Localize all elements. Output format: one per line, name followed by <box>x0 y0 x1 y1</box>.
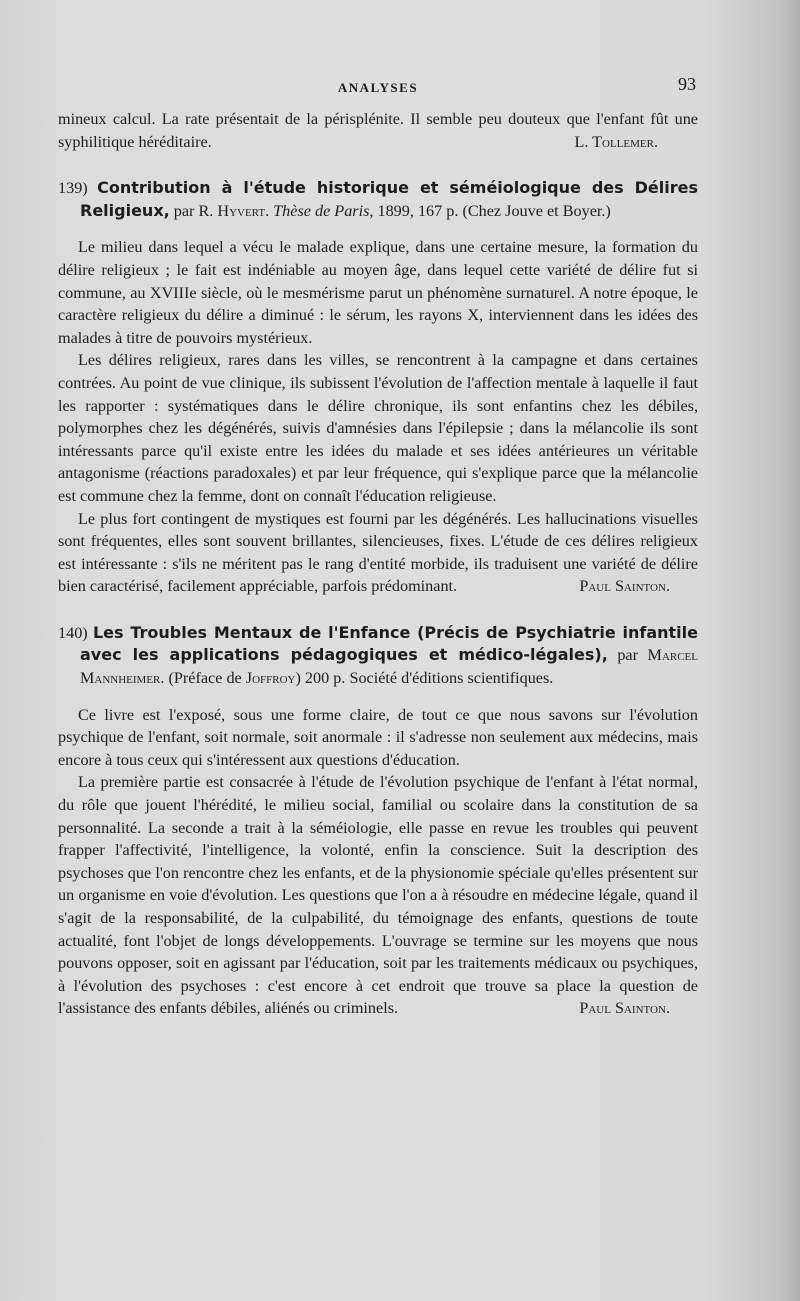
entry-140-author: Marcel Mannheimer <box>80 646 698 688</box>
entry-139-author: Hyvert <box>217 201 266 220</box>
running-title: ANALYSES <box>337 80 419 95</box>
entry-139-body <box>58 236 698 598</box>
entry-139-paragraph-2: Les délires religieux, rares dans les villes, se rencontrent à la campagne et dans certaines contrées. Au point de vue clinique, ils subissent l'évolution de l'affection mentale à laquelle il faut les rapporter : systématiques dans le délire chronique, ils sont enfantins chez les débiles, polymorphes chez les dégénérés, suivis d'amnésies dans l'épilepsie ; dans la mélancolie ils sont intéressants parce qu'il existe entre les idées du malade et ses idées antérieures un véritable antagonisme (réactions paradoxales) et par leur fréquence, qui s'explique parce que la mélancolie est commune chez la femme, dont on connaît l'éducation religieuse. <box>58 351 698 505</box>
entry-139-citation: 139) Contribution à l'étude historique et séméiologique des Délires Religieux, par R. Hyvert. Thèse de Paris, 1899, 167 p. (Chez Jouve et Boyer.) <box>58 178 698 220</box>
entry-140-heading <box>58 622 698 690</box>
entry-140-by: par <box>607 646 648 665</box>
entry-140-number: 140) <box>58 623 88 642</box>
entry-140-paragraph-2-text: La première partie est consacrée à l'étude de l'évolution psychique de l'enfant à l'état normal, du rôle que jouent l'hérédité, le milieu social, familial ou scolaire dans la constitution de sa personnalité. La seconde a trait à la séméiologie, elle passe en revue les troubles qui peuvent frapper l'affectivité, l'intelligence, la volonté, enfin la conscience. Suit la description des psychoses que l'on rencontre chez les enfants, et de la physionomie spéciale qu'elles présentent sur un organisme en voie d'évolution. Les questions que l'on a à résoudre en médecine légale, quand il s'agit de la responsabilité, de la culpabilité, du témoignage des enfants, questions de toute actualité, font l'objet de longs développements. L'ouvrage se termine sur les moyens que nous pouvons opposer, soit en agissant par l'éducation, soit par les traitements médicaux ou psychiques, à l'évolution des psychoses : c'est encore à cet endroit que trouve sa place la question de l'assistance des enfants débiles, aliénés ou criminels. <box>58 773 698 1018</box>
entry-140-paragraph-1: Ce livre est l'exposé, sous une forme claire, de tout ce que nous savons sur l'évolution psychique de l'enfant, soit normale, soit anormale : il s'adresse non seulement aux médecins, mais encore à tous ceux qui s'intéressent aux questions d'éducation. <box>58 705 698 769</box>
entry-140-paragraph-2 <box>58 771 698 1020</box>
entry-139-number: 139) <box>58 179 88 198</box>
intro-signature: L. Tollemer. <box>574 132 658 151</box>
entry-139-these: Thèse de Paris <box>273 201 370 220</box>
page-number: 93 <box>678 74 696 94</box>
entry-139-by: par R. <box>169 201 218 220</box>
intro-section <box>58 108 698 153</box>
entry-139-signature: Paul Sainton. <box>579 577 670 596</box>
entry-139-details: , 1899, 167 p. (Chez Jouve et Boyer.) <box>369 201 611 220</box>
document-page <box>58 68 698 1020</box>
entry-140-signature: Paul Sainton. <box>579 999 670 1018</box>
entry-139-title: Contribution à l'étude historique et séméiologique des Délires Religieux, <box>80 178 698 220</box>
entry-140-preface-name: Joffroy <box>245 669 296 688</box>
entry-139-paragraph-3 <box>58 508 698 598</box>
entry-140-title: Les Troubles Mentaux de l'Enfance (Précis de Psychiatrie infantile avec les applications pédagogiques et médico-légales), <box>80 622 699 665</box>
intro-text: mineux calcul. La rate présentait de la périsplénite. Il semble peu douteux que l'enfant fût une syphilitique héréditaire. <box>58 110 698 151</box>
entry-140-preface-open: . (Préface de <box>160 669 246 688</box>
entry-139-heading <box>58 177 698 222</box>
intro-paragraph <box>58 108 698 153</box>
entry-139-paragraph-3-text: Le plus fort contingent de mystiques est fourni par les dégénérés. Les hallucinations visuelles sont fréquentes, elles sont souvent brillantes, silencieuses, fixes. L'étude de ces délires religieux est intéressante : s'ils ne méritent pas le rang d'entité morbide, ils traduisent une variété de délire bien caractérisé, facilement appréciable, parfois prédominant. <box>58 509 698 596</box>
entry-139-paragraph-1: Le milieu dans lequel a vécu le malade explique, dans une certaine mesure, la formation du délire religieux ; le fait est indéniable au moyen âge, dans lequel cette variété de délire fut si commune, au XVIIIe siècle, où le mesmérisme parut un phénomène surnaturel. A notre époque, le caractère religieux du délire a diminué : le sérum, les rayons X, interviennent dans les idées des malades à titre de pouvoirs mystérieux. <box>58 238 698 347</box>
entry-140-citation <box>58 622 698 690</box>
page-header <box>58 68 698 108</box>
entry-140-details: ) 200 p. Société d'éditions scientifiques. <box>295 669 554 688</box>
entry-140-body <box>58 704 698 1020</box>
